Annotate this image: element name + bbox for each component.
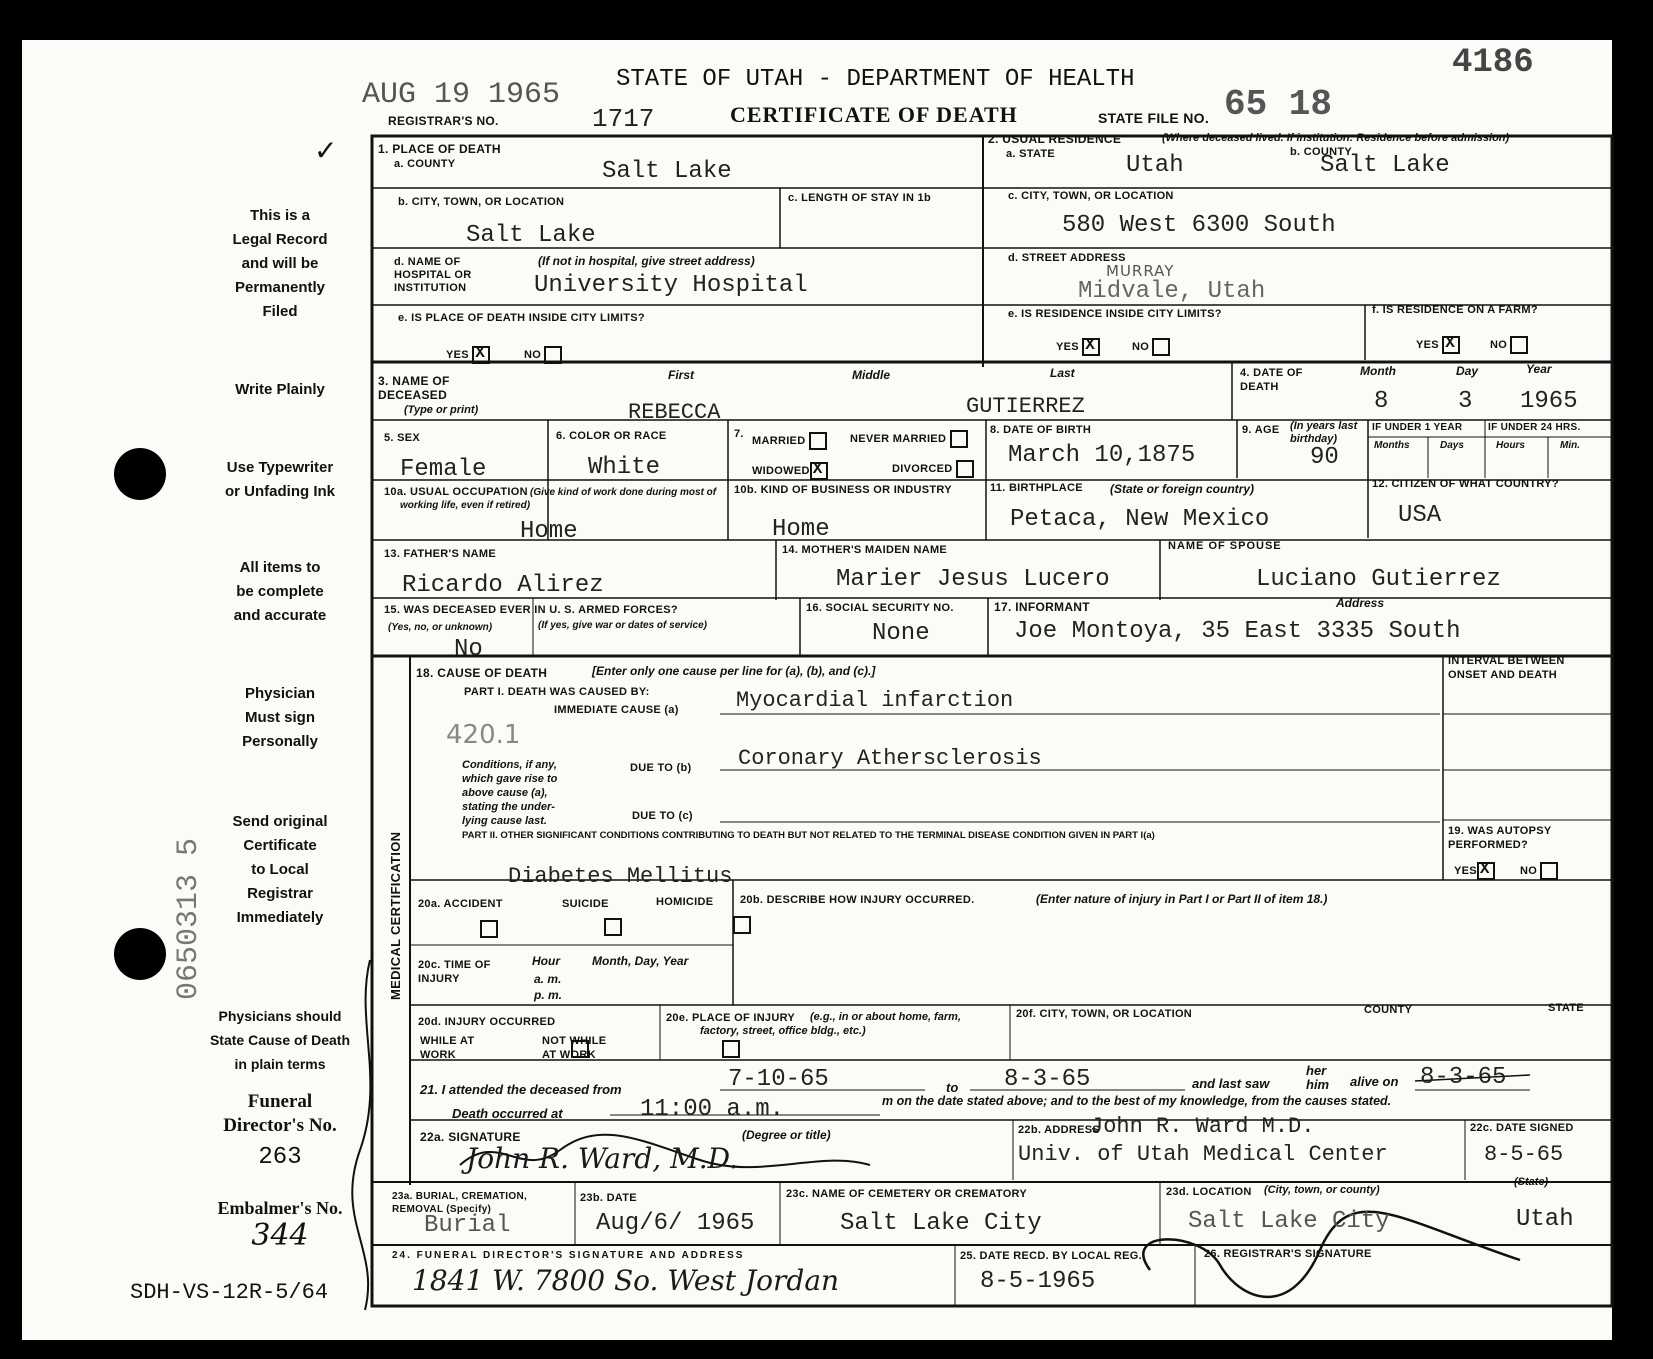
father-name: Ricardo Alirez [402,572,604,599]
label-date-of-death: 4. DATE OF DEATH [1240,367,1303,393]
label-marital: 7. [734,428,744,440]
yes-label: YES [446,348,469,361]
physician-address-line-2: Univ. of Utah Medical Center [1018,1142,1388,1167]
label-spouse: NAME OF SPOUSE [1168,540,1282,552]
label-hour: Hour [532,954,560,968]
label-birthplace-note: (State or foreign country) [1110,482,1255,496]
punch-hole-bottom [114,928,166,980]
yes-label: YES [1056,340,1079,353]
residence-state: Utah [1126,152,1184,179]
registrar-label: REGISTRAR'S NO. [388,114,499,128]
label-under-24-hrs: IF UNDER 24 HRS. [1488,422,1581,433]
label-state: a. STATE [1006,148,1056,160]
yes-checkbox-checked[interactable] [1442,336,1460,354]
label-while-at-work: WHILE AT WORK [420,1035,475,1061]
state-file-number: 65 18 [1224,84,1333,125]
label-residence-note: (Where deceased lived. If institution: Residence before admission) [1162,132,1510,144]
death-month: 8 [1374,388,1389,415]
divorced-label: DIVORCED [892,462,953,475]
label-farm: f. IS RESIDENCE ON A FARM? [1372,304,1538,316]
label-place-of-injury: 20e. PLACE OF INJURY [666,1012,796,1024]
never-married-label: NEVER MARRIED [850,432,947,445]
label-hours: Hours [1496,440,1525,451]
never-married-option [850,430,968,448]
death-time: 11:00 a.m. [640,1096,785,1123]
label-middle: Middle [852,368,890,382]
label-part-1: PART I. DEATH WAS CAUSED BY: [464,686,650,698]
label-injury-county: COUNTY [1364,1004,1413,1016]
label-cause-note: [Enter only one cause per line for (a), (b), and (c).] [592,664,876,678]
label-place-of-death: 1. PLACE OF DEATH [378,142,501,156]
certificate-title: CERTIFICATE OF DEATH [730,102,1018,127]
residence-street: Midvale, Utah [1078,278,1266,305]
res-inside-city-yes [1056,338,1100,356]
label-armed-note-2: (If yes, give war or dates of service) [538,620,707,631]
attended-from: 7-10-65 [728,1066,829,1093]
corner-number: 4186 [1452,44,1534,82]
sex-value: Female [400,456,487,483]
embalmer-label: Embalmer's No. [217,1198,343,1218]
suicide-checkbox[interactable] [604,918,622,936]
label-suicide: SUICIDE [562,898,609,910]
label-res-inside-city: e. IS RESIDENCE INSIDE CITY LIMITS? [1008,308,1222,320]
label-burial-date: 23b. DATE [580,1192,637,1204]
res-inside-city-no [1132,338,1170,356]
label-describe-injury-note: (Enter nature of injury in Part I or Part II of item 18.) [1036,892,1328,906]
no-checkbox[interactable] [1510,336,1528,354]
residence-city: 580 West 6300 South [1062,212,1336,239]
yes-checkbox-checked[interactable] [1082,338,1100,356]
label-day: Day [1456,364,1479,378]
homicide-checkbox[interactable] [733,916,751,934]
label-immediate-cause: IMMEDIATE CAUSE (a) [554,704,679,716]
punch-hole-top [114,448,166,500]
birth-date: March 10,1875 [1008,442,1196,469]
label-registrar-signature: 26. REGISTRAR'S SIGNATURE [1204,1248,1372,1260]
death-inside-city-no [524,346,562,364]
sidebar-physician: Physician Must sign Personally [242,685,318,750]
no-checkbox[interactable] [544,346,562,364]
married-checkbox[interactable] [809,432,827,450]
label-months: Months [1374,440,1410,451]
label-under-1-year: IF UNDER 1 YEAR [1372,422,1463,433]
label-month-day-year: Month, Day, Year [592,954,689,968]
label-birthplace: 11. BIRTHPLACE [990,482,1083,494]
label-interval: INTERVAL BETWEEN ONSET AND DEATH [1448,655,1565,681]
label-occupation-note: (Give kind of work done during most of working life, even if retired) [400,487,717,511]
label-armed-forces: 15. WAS DECEASED EVER IN U. S. ARMED FORCES? [384,604,678,616]
label-citizen: 12. CITIZEN OF WHAT COUNTRY? [1372,478,1559,490]
date-signed: 8-5-65 [1484,1142,1564,1167]
autopsy-yes [1454,862,1495,880]
label-not-while-at-work: NOT WHILE AT WORK [542,1035,607,1061]
residence-county: Salt Lake [1320,152,1450,179]
label-injury-occurred: 20d. INJURY OCCURRED [418,1016,556,1028]
label-autopsy: 19. WAS AUTOPSY PERFORMED? [1448,825,1552,851]
label-location-note: (City, town, or county) [1264,1184,1380,1196]
label-mother: 14. MOTHER'S MAIDEN NAME [782,544,948,556]
header-title: STATE OF UTAH - DEPARTMENT OF HEALTH [616,66,1135,93]
cause-a: Myocardial infarction [736,688,1014,713]
accident-checkbox[interactable] [480,920,498,938]
label-name: 3. NAME OF DECEASED [378,374,450,402]
burial-state: Utah [1516,1206,1574,1233]
label-length-of-stay: c. LENGTH OF STAY IN 1b [788,192,931,204]
label-burial: 23a. BURIAL, CREMATION, REMOVAL (Specify) [392,1191,528,1215]
label-hospital-note: (If not in hospital, give street address) [538,254,755,268]
cause-b: Coronary Athersclerosis [738,746,1042,771]
hospital-name: University Hospital [534,272,808,299]
state-file-label: STATE FILE NO. [1098,110,1210,126]
stamp-date: AUG 19 1965 [362,78,561,112]
label-armed-note-1: (Yes, no, or unknown) [388,622,493,633]
label-sex: 5. SEX [384,432,421,444]
label-res-city: c. CITY, TOWN, OR LOCATION [1008,190,1174,202]
label-attend-statement: m on the date stated above; and to the best of my knowledge, from the causes stated. [882,1094,1392,1108]
label-age: 9. AGE [1242,424,1280,436]
vertical-file-number: 0650313 5 [172,837,206,1000]
married-option [752,432,827,450]
label-ssn: 16. SOCIAL SECURITY NO. [806,602,954,614]
label-funeral-director: 24. FUNERAL DIRECTOR'S SIGNATURE AND ADDRESS [392,1250,745,1261]
sidebar-state-cause: Physicians should State Cause of Death in plain terms [209,1008,351,1072]
sidebar-typewriter: Use Typewriter or Unfading Ink [225,459,335,500]
farm-no [1490,336,1528,354]
physician-address-line-1: John R. Ward M.D. [1090,1114,1315,1139]
death-county: Salt Lake [602,158,732,185]
label-city: b. CITY, TOWN, OR LOCATION [398,196,565,208]
farm-yes [1416,336,1460,354]
armed-forces-value: No [454,636,483,663]
label-occupation: 10a. USUAL OCCUPATION [384,486,528,498]
ssn-value: None [872,620,930,647]
label-hospital: d. NAME OF HOSPITAL OR INSTITUTION [394,256,472,294]
medical-certification-label: MEDICAL CERTIFICATION [388,831,403,1000]
other-conditions: Diabetes Mellitus [508,864,733,889]
sidebar-send-original: Send original Certificate to Local Registrar Immediately [232,813,328,926]
funeral-director-label: Funeral Director's No. [223,1091,337,1136]
label-place-of-injury-note: (e.g., in or about home, farm, factory, street, office bldg., etc.) [700,1011,961,1037]
label-informant-address: Address [1336,596,1385,610]
label-part-2: PART II. OTHER SIGNIFICANT CONDITIONS CONTRIBUTING TO DEATH BUT NOT RELATED TO THE TERMINAL DISEASE CONDITION GIVEN IN PART I(a) [462,830,1155,841]
burial-city: Salt Lake City [1188,1208,1390,1235]
no-checkbox[interactable] [1152,338,1170,356]
label-degree: (Degree or title) [742,1128,831,1142]
age-value: 90 [1310,444,1339,471]
divorced-option [892,460,974,478]
label-her-him: her him [1306,1063,1330,1092]
not-while-at-work-checkbox[interactable] [722,1040,740,1058]
funeral-director-number: 263 [258,1144,302,1171]
alive-date: 8-3-65 [1420,1064,1507,1091]
label-injury-city: 20f. CITY, TOWN, OR LOCATION [1016,1008,1193,1020]
autopsy-no [1520,862,1558,880]
label-year: Year [1526,362,1552,376]
label-res-county: b. COUNTY [1290,146,1352,158]
label-time-of-injury: 20c. TIME OF INJURY [418,959,491,985]
residence-street-handwritten: MURRAY [1106,262,1175,280]
last-name: GUTIERREZ [966,394,1085,419]
first-name: REBECCA [628,400,721,425]
birthplace-value: Petaca, New Mexico [1010,506,1270,533]
label-birth-date: 8. DATE OF BIRTH [990,424,1092,436]
citizen-value: USA [1398,502,1442,529]
label-last-saw: and last saw [1192,1076,1270,1091]
label-date-received: 25. DATE RECD. BY LOCAL REG. [960,1250,1142,1262]
label-race: 6. COLOR OR RACE [556,430,667,442]
label-describe-injury: 20b. DESCRIBE HOW INJURY OCCURRED. [740,894,975,906]
embalmer-number: 344 [251,1218,309,1253]
divorced-checkbox[interactable] [956,460,974,478]
informant-value: Joe Montoya, 35 East 3335 South [1014,618,1461,645]
yes-label: YES [1416,338,1439,351]
label-days: Days [1440,440,1464,451]
label-date-signed: 22c. DATE SIGNED [1470,1122,1574,1134]
physician-signature: John R. Ward, M.D. [466,1142,739,1175]
form-number: SDH-VS-12R-5/64 [130,1280,329,1305]
label-name-note: (Type or print) [404,404,479,416]
cemetery-name: Salt Lake City [840,1210,1042,1237]
no-label: NO [1520,864,1538,877]
date-received: 8-5-1965 [980,1268,1096,1295]
widowed-label: WIDOWED [752,464,810,477]
label-accident: 20a. ACCIDENT [418,898,503,910]
label-pm: p. m. [534,988,563,1002]
yes-label: YES [1454,864,1477,877]
label-due-to-c: DUE TO (c) [632,810,693,822]
label-min: Min. [1560,440,1580,451]
label-injury-state: STATE [1548,1002,1584,1014]
label-usual-residence: 2. USUAL RESIDENCE [988,132,1122,146]
sidebar-complete: All items to be complete and accurate [233,559,327,624]
label-street: d. STREET ADDRESS [1008,252,1126,264]
label-alive-on: alive on [1350,1074,1399,1089]
label-last: Last [1050,366,1075,380]
label-signature: 22a. SIGNATURE [420,1130,521,1144]
label-county: a. COUNTY [394,158,456,170]
label-to: to [946,1080,959,1095]
yes-checkbox-checked[interactable] [1477,862,1495,880]
sidebar-legal-record: This is a Legal Record and will be Permanently Filed [232,207,328,320]
sidebar-write-plainly: Write Plainly [235,381,325,398]
never-married-checkbox[interactable] [950,430,968,448]
occupation-value: Home [520,518,578,545]
label-conditions: Conditions, if any, which gave rise to above cause (a), stating the under- lying cause last. [462,759,558,827]
funeral-director-address: 1841 W. 7800 So. West Jordan [412,1264,840,1297]
label-inside-city: e. IS PLACE OF DEATH INSIDE CITY LIMITS? [398,312,645,324]
check-mark: ✓ [314,135,338,166]
label-business: 10b. KIND OF BUSINESS OR INDUSTRY [734,484,952,496]
widowed-option [752,462,828,480]
cause-code: 420.1 [446,720,521,750]
registrar-number: 1717 [592,104,655,134]
label-due-to-b: DUE TO (b) [630,762,692,774]
label-homicide: HOMICIDE [656,896,714,908]
label-location: 23d. LOCATION [1166,1186,1252,1198]
label-attended: 21. I attended the deceased from [420,1082,622,1097]
label-first: First [668,368,695,382]
death-day: 3 [1458,388,1473,415]
label-month: Month [1360,364,1396,378]
label-father: 13. FATHER'S NAME [384,548,497,560]
label-am: a. m. [534,972,562,986]
label-death-occurred: Death occurred at [452,1106,563,1121]
label-location-state: (State) [1514,1176,1549,1188]
attended-to: 8-3-65 [1004,1066,1091,1093]
business-value: Home [772,516,830,543]
married-label: MARRIED [752,434,806,447]
burial-value: Burial [424,1212,511,1239]
no-label: NO [524,348,542,361]
burial-date: Aug/6/ 1965 [596,1210,755,1237]
mother-name: Marier Jesus Lucero [836,566,1110,593]
death-city: Salt Lake [466,222,596,249]
label-address: 22b. ADDRESS [1018,1124,1101,1136]
race-value: White [588,454,661,481]
widowed-checkbox-checked[interactable] [810,462,828,480]
yes-checkbox-checked[interactable] [472,346,490,364]
no-label: NO [1132,340,1150,353]
no-checkbox[interactable] [1540,862,1558,880]
death-inside-city-yes [446,346,490,364]
no-label: NO [1490,338,1508,351]
label-informant: 17. INFORMANT [994,600,1090,614]
label-age-note: (In years last birthday) [1290,420,1358,445]
label-cemetery: 23c. NAME OF CEMETERY OR CREMATORY [786,1188,1028,1200]
spouse-name: Luciano Gutierrez [1256,566,1501,593]
label-cause-of-death: 18. CAUSE OF DEATH [416,666,548,680]
death-year: 1965 [1520,388,1578,415]
